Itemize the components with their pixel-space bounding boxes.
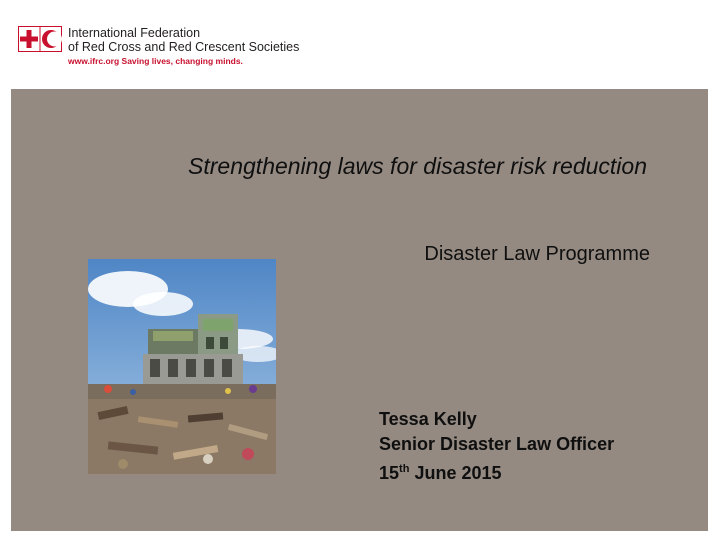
presenter-role: Senior Disaster Law Officer bbox=[379, 434, 615, 454]
header bbox=[0, 0, 720, 88]
red-cross-crescent-icon bbox=[18, 26, 62, 52]
slide-title: Strengthening laws for disaster risk reduction bbox=[188, 153, 647, 179]
presenter-block bbox=[379, 407, 614, 486]
tagline: www.ifrc.org Saving lives, changing minds. bbox=[68, 56, 243, 66]
slide-subtitle: Disaster Law Programme bbox=[424, 243, 650, 265]
presenter-name: Tessa Kelly bbox=[379, 409, 477, 429]
org-name-line1: International Federation bbox=[68, 26, 201, 40]
disaster-rubble-photo bbox=[88, 259, 276, 474]
date-rest: June 2015 bbox=[414, 463, 502, 483]
date-suffix: th bbox=[399, 463, 410, 475]
org-name-line2: of Red Cross and Red Crescent Societies bbox=[68, 40, 300, 54]
main-panel bbox=[11, 89, 708, 531]
presentation-date bbox=[379, 457, 614, 486]
date-day: 15 bbox=[379, 463, 400, 483]
